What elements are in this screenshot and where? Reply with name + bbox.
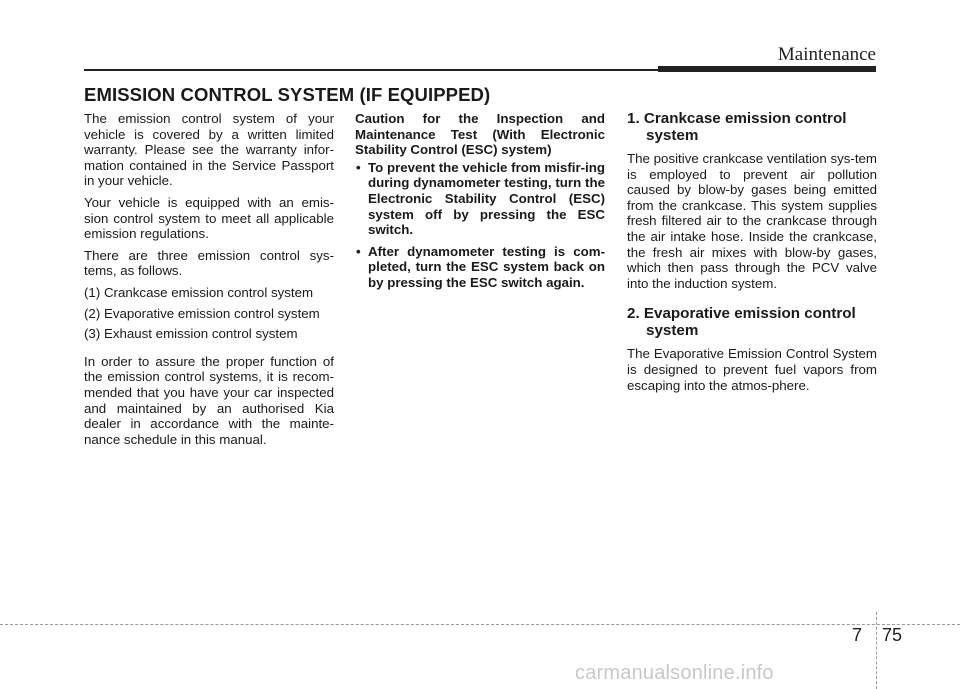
caution-title: Caution for the Inspection and Maintenance Test (With Electronic Stability Control (ESC) system) (355, 111, 605, 158)
caution-bullet-list (355, 160, 605, 291)
column-3 (627, 111, 877, 399)
footer-dashed-rule (0, 624, 960, 625)
list-item-crankcase: (1) Crankcase emission control system (84, 284, 314, 300)
bullet-dot-icon: • (356, 159, 361, 175)
caution-bullet-1-text: To prevent the vehicle from misfir-ing during dynamometer testing, turn the Electronic Stability Control (ESC) system off by pressing the ESC switch. (368, 159, 605, 238)
intro-paragraph-dealer: In order to assure the proper function of the emission control systems, it is recom-mended that you have your car inspected and maintained by an authorised Kia dealer in accordance with the mainte-nance schedule in this manual. (84, 353, 334, 447)
footer-vertical-dashed-rule (876, 612, 877, 689)
list-item-evaporative: (2) Evaporative emission control system (84, 305, 320, 321)
header-section-title: Maintenance (777, 44, 876, 65)
caution-bullet-2 (355, 244, 605, 291)
column-2 (355, 111, 605, 297)
header-rule-thick (658, 66, 876, 72)
subheading-evaporative: 2. Evaporative emission control system (627, 305, 856, 340)
caution-bullet-2-text: After dynamometer testing is com-pleted, turn the ESC system back on by pressing the ESC switch again. (368, 243, 605, 290)
list-item-exhaust: (3) Exhaust emission control system (84, 326, 298, 342)
intro-paragraph-three-systems: There are three emission control sys-tems, as follows. (84, 247, 334, 279)
paragraph-evaporative: The Evaporative Emission Control System is designed to prevent fuel vapors from escaping into the atmos-phere. (627, 346, 877, 393)
header-rule-thin (84, 69, 660, 71)
watermark: carmanualsonline.info (575, 662, 774, 684)
subheading-crankcase: 1. Crankcase emission control system (627, 110, 847, 144)
paragraph-crankcase: The positive crankcase ventilation sys-tem is employed to prevent air pollution caused by blow-by gases being emitted from the crankcase. This system supplies fresh filtered air to the crankcase through the air intake hose. Inside the crankcase, the fresh air mixes with blow-by gases, which then pass through the PCV valve into the induction system. (627, 151, 877, 291)
page-chapter-number: 7 (852, 625, 863, 645)
page-number: 75 (882, 625, 903, 645)
column-1 (84, 111, 334, 453)
bullet-dot-icon: • (356, 243, 361, 259)
section-heading: EMISSION CONTROL SYSTEM (IF EQUIPPED) (84, 84, 491, 105)
intro-paragraph-warranty: The emission control system of your vehicle is covered by a written limited warranty. Please see the warranty infor-mation contained in the Service Passport in your vehicle. (84, 111, 334, 189)
intro-paragraph-equipped: Your vehicle is equipped with an emis-sion control system to meet all applicable emission regulations. (84, 194, 334, 242)
caution-bullet-1 (355, 160, 605, 238)
